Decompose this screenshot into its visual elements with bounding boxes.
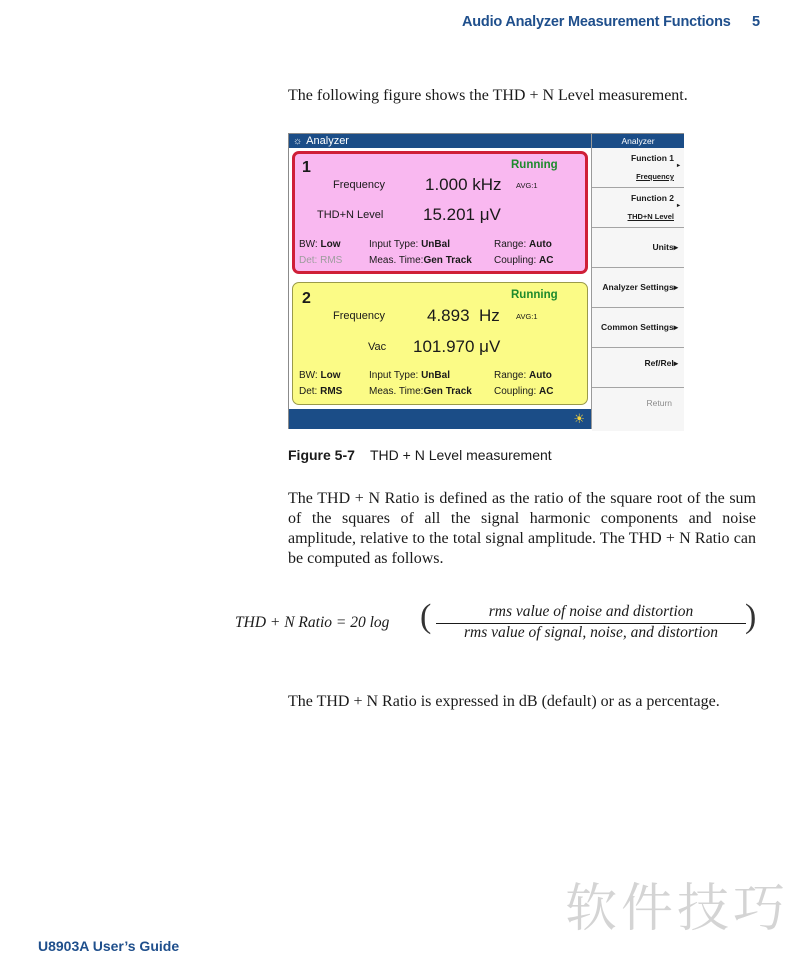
measurement-time-info: Meas. Time:Gen Track bbox=[369, 386, 472, 397]
measurement-panel-2[interactable] bbox=[292, 282, 588, 405]
analyzer-title-bar bbox=[289, 134, 591, 148]
figure-title: THD + N Level measurement bbox=[370, 447, 552, 463]
detector-info: Det: RMS bbox=[299, 386, 343, 397]
equation-lhs: THD + N Ratio = 20 log bbox=[235, 614, 390, 631]
measurement-panel-1[interactable] bbox=[292, 151, 588, 274]
panel-number: 2 bbox=[302, 290, 311, 307]
definition-paragraph: The THD + N Ratio is defined as the ratio of the square root of the sum of the squares of all the signal harmonic components and noise amplitude, relative to the total signal amplitude. The THD + N Ratio can be computed as follows. bbox=[288, 490, 756, 567]
measurement-display bbox=[289, 148, 591, 409]
measurement-time-info: Meas. Time:Gen Track bbox=[369, 255, 472, 266]
analyzer-screenshot bbox=[288, 133, 684, 429]
ref-rel-label: Ref/Rel▸ bbox=[644, 358, 678, 368]
equation-denominator: rms value of signal, noise, and distortion bbox=[463, 624, 719, 641]
figure-label: Figure 5-7 bbox=[288, 447, 355, 463]
measurement-1-value: 1.000 kHz bbox=[425, 175, 502, 194]
function-1-label: Function 1 bbox=[631, 153, 674, 163]
function-2-label: Function 2 bbox=[631, 193, 674, 203]
equation-numerator: rms value of noise and distortion bbox=[488, 603, 694, 620]
measurement-1-label: Frequency bbox=[333, 310, 385, 322]
analyzer-status-bar bbox=[289, 409, 591, 429]
measurement-2-label: THD+N Level bbox=[317, 209, 384, 221]
closing-paragraph: The THD + N Ratio is expressed in dB (default) or as a percentage. bbox=[288, 693, 720, 710]
units-softkey[interactable] bbox=[592, 228, 684, 268]
function-1-value: Frequency bbox=[636, 172, 674, 181]
softkey-menu bbox=[591, 134, 684, 429]
measurement-2-label: Vac bbox=[368, 341, 387, 353]
analyzer-settings-softkey[interactable] bbox=[592, 268, 684, 308]
input-type-info: Input Type: UnBal bbox=[369, 239, 450, 250]
sun-icon: ☀ bbox=[573, 411, 585, 426]
ref-rel-softkey[interactable] bbox=[592, 348, 684, 388]
submenu-arrow-icon: ▸ bbox=[676, 203, 680, 209]
detector-info: Det: RMS bbox=[299, 255, 343, 266]
submenu-arrow-icon: ▸ bbox=[676, 163, 680, 169]
range-info: Range: Auto bbox=[494, 370, 552, 381]
function-2-softkey[interactable] bbox=[592, 188, 684, 228]
range-info: Range: Auto bbox=[494, 239, 552, 250]
measurement-1-value: 4.893 Hz bbox=[427, 306, 500, 325]
return-softkey[interactable] bbox=[592, 388, 684, 431]
bandwidth-info: BW: Low bbox=[299, 370, 341, 381]
input-type-info: Input Type: UnBal bbox=[369, 370, 450, 381]
left-parenthesis: ( bbox=[420, 598, 432, 635]
right-parenthesis: ) bbox=[745, 598, 757, 635]
analyzer-sun-icon: ☼ bbox=[293, 136, 303, 147]
coupling-info: Coupling: AC bbox=[494, 255, 554, 266]
chapter-number: 5 bbox=[752, 14, 761, 30]
function-2-value: THD+N Level bbox=[627, 212, 674, 221]
averaging-label: AVG:1 bbox=[516, 181, 538, 190]
panel-status: Running bbox=[511, 289, 558, 301]
return-label: Return bbox=[646, 398, 672, 408]
panel-status: Running bbox=[511, 159, 558, 171]
intro-paragraph: The following figure shows the THD + N Level measurement. bbox=[288, 87, 688, 104]
common-settings-label: Common Settings▸ bbox=[601, 322, 678, 332]
coupling-info: Coupling: AC bbox=[494, 386, 554, 397]
measurement-2-value: 101.970 μV bbox=[413, 337, 501, 356]
measurement-1-label: Frequency bbox=[333, 179, 385, 191]
averaging-label: AVG:1 bbox=[516, 312, 538, 321]
page-footer: U8903A User’s Guide bbox=[38, 938, 180, 954]
function-1-softkey[interactable] bbox=[592, 148, 684, 188]
common-settings-softkey[interactable] bbox=[592, 308, 684, 348]
watermark-text: 软件技巧 bbox=[565, 879, 790, 939]
softkey-menu-header: Analyzer bbox=[592, 134, 684, 148]
bandwidth-info: BW: Low bbox=[299, 239, 341, 250]
running-header-title: Audio Analyzer Measurement Functions bbox=[462, 14, 731, 30]
analyzer-window-title: Analyzer bbox=[306, 135, 349, 147]
measurement-2-value: 15.201 μV bbox=[423, 205, 501, 224]
panel-number: 1 bbox=[302, 159, 311, 176]
analyzer-settings-label: Analyzer Settings▸ bbox=[602, 282, 678, 292]
units-label: Units▸ bbox=[652, 242, 678, 252]
